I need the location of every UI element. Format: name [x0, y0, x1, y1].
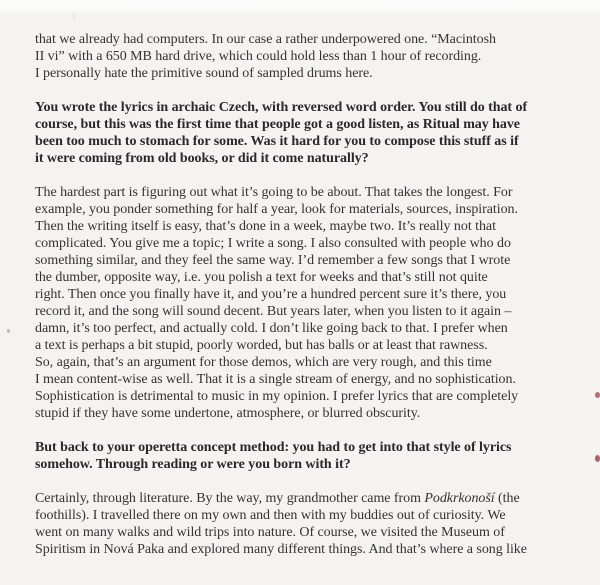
text-line: course, but this was the first time that people got a good listen, as Ritual may have [35, 117, 520, 132]
answer-paragraph [35, 184, 580, 422]
question-paragraph [35, 99, 580, 167]
page-top-edge [0, 0, 600, 16]
text-line: right. Then once you finally have it, and you’re a hundred percent sure it’s there, you [35, 287, 507, 302]
text-line: been too much to stomach for some. Was it hard for you to compose this stuff as if [35, 134, 519, 149]
text-line: example, you ponder something for half a year, look for materials, sources, inspiration. [35, 202, 518, 217]
text-line: stupid if they have some undertone, atmosphere, or blurred obscurity. [35, 406, 421, 421]
text-line: Spiritism in Nová Paka and explored many different things. And that’s where a song like [35, 542, 527, 557]
text-line: something similar, and they feel the same way. I’d remember a few songs that I wrote [35, 253, 511, 268]
text-line: went on many walks and wild trips into nature. Of course, we visited the Museum of [35, 525, 505, 540]
red-speck-right-edge-2 [595, 455, 600, 462]
text-line: So, again, that’s an argument for those demos, which are very rough, and this time [35, 355, 492, 370]
red-speck-right-edge-1 [595, 392, 600, 398]
answer-continued-paragraph [35, 31, 580, 82]
gray-speck-left-margin [7, 329, 10, 333]
text-line: a text is perhaps a bit stupid, poorly worded, but has balls or at least that rawness. [35, 338, 488, 353]
text-line: I mean content-wise as well. That it is a single stream of energy, and no sophistication. [35, 372, 516, 387]
text-line: But back to your operetta concept method: you had to get into that style of lyrics [35, 440, 512, 455]
text-line: You wrote the lyrics in archaic Czech, with reversed word order. You still do that of [35, 100, 528, 115]
text-line: damn, it’s too perfect, and actually cold. I don’t like going back to that. I prefer when [35, 321, 508, 336]
text-line: II vi” with a 650 MB hard drive, which could hold less than 1 hour of recording. [35, 49, 482, 64]
text-line: foothills). I travelled there on my own and then with my buddies out of curiosity. We [35, 508, 506, 523]
text-line: The hardest part is figuring out what it’s going to be about. That takes the longest. For [35, 185, 513, 200]
question-paragraph [35, 439, 580, 473]
text-line: somehow. Through reading or were you born with it? [35, 457, 351, 472]
text-line: it were coming from old books, or did it come naturally? [35, 151, 369, 166]
text-line: I personally hate the primitive sound of sampled drums here. [35, 66, 373, 81]
text-line: the dumber, opposite way, i.e. you polish a text for weeks and that’s still not quite [35, 270, 488, 285]
text-line: complicated. You give me a topic; I write a song. I also consulted with people who do [35, 236, 511, 251]
faint-scratch-top-left [73, 12, 75, 21]
text-line: Certainly, through literature. By the way, my grandmother came from Podkrkonoší (the [35, 491, 520, 506]
text-line: Then the writing itself is easy, that’s done in a week, maybe two. It’s really not that [35, 219, 496, 234]
interview-text [35, 31, 580, 558]
text-line: record it, and the song will sound decent. But years later, when you listen to it again – [35, 304, 512, 319]
answer-paragraph [35, 490, 580, 558]
text-line: that we already had computers. In our case a rather underpowered one. “Macintosh [35, 32, 496, 47]
text-line: Sophistication is detrimental to music in my opinion. I prefer lyrics that are completely [35, 389, 519, 404]
